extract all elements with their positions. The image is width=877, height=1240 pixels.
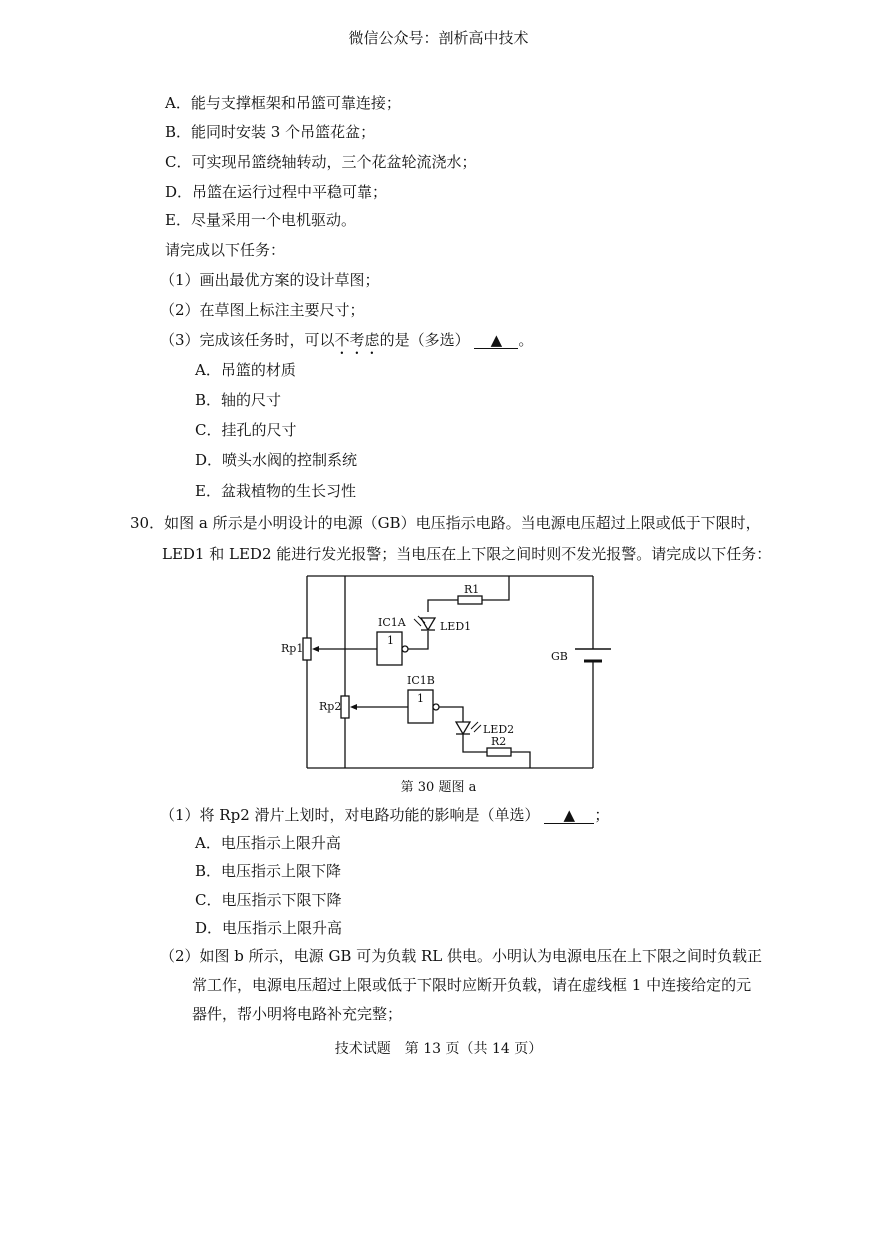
q30-line-1: 30．如图 a 所示是小明设计的电源（GB）电压指示电路。当电源电压超过上限或低于下限时， xyxy=(130,514,761,532)
led2-symbol xyxy=(456,722,470,734)
sub-question-1-end: ； xyxy=(594,806,610,824)
sub-question-2-line-3: 器件，帮小明将电路补充完整； xyxy=(192,1005,403,1023)
rp1-wiper-arrow-icon xyxy=(312,646,319,652)
task3-option-a: A．吊篮的材质 xyxy=(195,361,296,379)
task-3-pre: （3）完成该任务时，可以 xyxy=(160,331,335,349)
triangle-marker-icon: ▲ xyxy=(490,331,503,349)
requirement-c: C．可实现吊篮绕轴转动，三个花盆轮流浇水； xyxy=(165,153,477,171)
r1-right-wire xyxy=(482,576,509,600)
circuit-diagram xyxy=(270,570,630,780)
task-2: （2）在草图上标注主要尺寸； xyxy=(160,301,365,319)
task-3-post: 的是（多选） xyxy=(379,331,470,349)
sub1-option-a: A．电压指示上限升高 xyxy=(195,834,341,852)
rp1-label: Rp1 xyxy=(281,642,304,655)
led1-label: LED1 xyxy=(440,620,472,633)
figure-caption: 第 30 题图 a xyxy=(400,780,477,795)
page-footer: 技术试题 第 13 页（共 14 页） xyxy=(334,1041,543,1057)
r2-left-wire xyxy=(463,734,487,752)
led2-label: LED2 xyxy=(483,723,515,736)
page-header: 微信公众号：剖析高中技术 xyxy=(348,29,529,47)
sub1-option-b: B．电压指示上限下降 xyxy=(195,862,342,880)
r2-body xyxy=(487,748,511,756)
ic1a-label: IC1A xyxy=(378,616,406,629)
led1-symbol xyxy=(421,618,435,630)
ic1b-inverter-bubble xyxy=(433,704,439,710)
answer-blank-sub-1[interactable] xyxy=(544,807,594,824)
rp2-label: Rp2 xyxy=(319,700,342,713)
ic1b-label: IC1B xyxy=(407,674,435,687)
rp1-body xyxy=(303,638,311,660)
gb-label: GB xyxy=(551,650,568,663)
sub-question-2-line-2: 常工作，电源电压超过上限或低于下限时应断开负载，请在虚线框 1 中连接给定的元 xyxy=(192,976,752,994)
requirement-d: D．吊篮在运行过程中平稳可靠； xyxy=(165,183,388,201)
sub-question-1-text: （1）将 Rp2 滑片上划时，对电路功能的影响是（单选） xyxy=(160,806,540,824)
task3-option-e: E．盆栽植物的生长习性 xyxy=(195,482,356,500)
r1-label: R1 xyxy=(464,583,480,596)
q30-line-2: LED1 和 LED2 能进行发光报警；当电压在上下限之间时则不发光报警。请完成以下任务： xyxy=(162,545,772,563)
ic1a-inverter-bubble xyxy=(402,646,408,652)
tasks-intro: 请完成以下任务： xyxy=(165,241,286,259)
sub1-option-c: C．电压指示下限下降 xyxy=(195,891,342,909)
task-3-emphasis: 不考虑 xyxy=(334,331,380,349)
triangle-marker-icon: ▲ xyxy=(563,806,576,824)
answer-blank-task-3[interactable] xyxy=(474,332,518,349)
rp2-body xyxy=(341,696,349,718)
sub-question-1 xyxy=(160,805,609,825)
r2-label: R2 xyxy=(491,735,507,748)
task3-option-b: B．轴的尺寸 xyxy=(195,391,282,409)
led2-light-arrows-icon xyxy=(471,722,481,732)
requirement-a: A．能与支撑框架和吊篮可靠连接； xyxy=(165,94,401,112)
r1-left-wire xyxy=(428,600,458,612)
task-3-end: 。 xyxy=(518,331,534,349)
ic1a-gate-symbol: 1 xyxy=(387,634,394,647)
requirement-e: E．尽量采用一个电机驱动。 xyxy=(165,211,356,229)
task-3 xyxy=(160,330,533,358)
requirement-b: B．能同时安装 3 个吊篮花盆； xyxy=(165,123,376,141)
task-1: （1）画出最优方案的设计草图； xyxy=(160,271,380,289)
ic1b-gate-symbol: 1 xyxy=(417,692,424,705)
sub-question-2-line-1: （2）如图 b 所示，电源 GB 可为负载 RL 供电。小明认为电源电压在上下限之间时负载正 xyxy=(160,947,763,965)
rp2-wiper-arrow-icon xyxy=(350,704,357,710)
sub1-option-d: D．电压指示上限升高 xyxy=(195,919,343,937)
task3-option-d: D．喷头水阀的控制系统 xyxy=(195,451,358,469)
ic1a-output-wire xyxy=(408,631,428,649)
ic1b-output-wire xyxy=(439,707,463,722)
r2-right-wire xyxy=(511,752,530,768)
r1-body xyxy=(458,596,482,604)
task3-option-c: C．挂孔的尺寸 xyxy=(195,421,297,439)
